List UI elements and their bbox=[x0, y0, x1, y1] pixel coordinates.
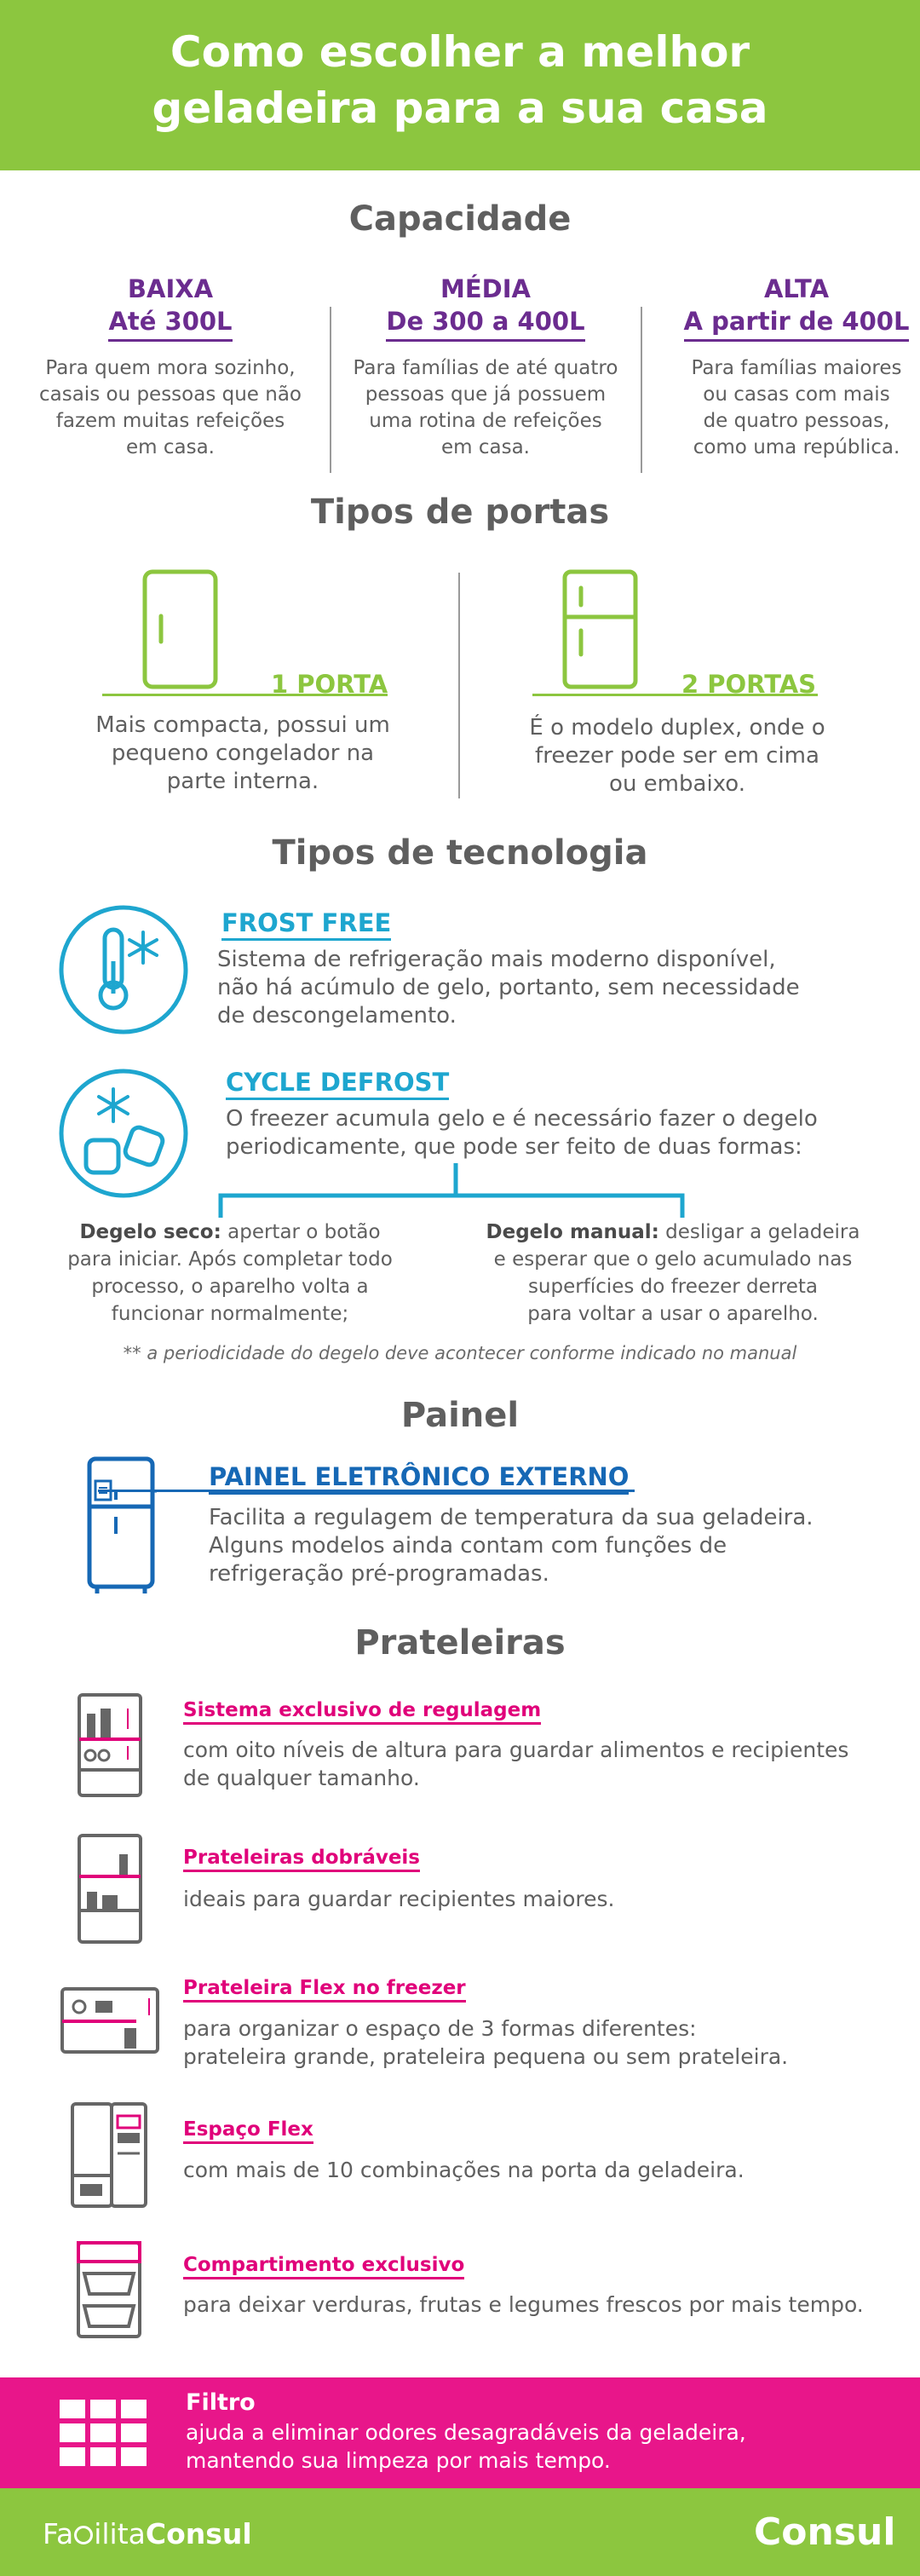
shelf-title-4: Espaço Flex bbox=[183, 2118, 313, 2144]
two-door-fridge-icon bbox=[561, 569, 641, 693]
facilita-consul-logo[interactable]: Fa ilitaConsul bbox=[43, 2517, 252, 2550]
cycle-defrost-description: O freezer acumula gelo e é necessário fazer o degelo periodicamente, que pode ser feito de duas formas: bbox=[226, 1106, 818, 1160]
section-title-capacidade: Capacidade bbox=[348, 199, 572, 239]
page-title: Como escolher a melhor geladeira para a sua casa bbox=[152, 27, 768, 133]
degelo-manual-text: Degelo manual: desligar a geladeira e esperar que o gelo acumulado nas superfícies do freezer derreta para voltar a usar o aparelho. bbox=[486, 1221, 860, 1325]
shelf-description-5: para deixar verduras, frutas e legumes frescos por mais tempo. bbox=[183, 2292, 864, 2317]
one-door-fridge-icon bbox=[141, 569, 221, 693]
capacity-column-media bbox=[345, 273, 626, 461]
capacity-description: Para famílias maiores ou casas com mais de quatro pessoas, como uma república. bbox=[691, 357, 902, 458]
door-description-1: Mais compacta, possui um pequeno congelador na parte interna. bbox=[95, 712, 390, 794]
filter-description: ajuda a eliminar odores desagradáveis da geladeira, mantendo sua limpeza por mais tempo. bbox=[186, 2420, 746, 2473]
consul-logo[interactable]: Consul bbox=[754, 2510, 896, 2554]
capacity-level: BAIXA bbox=[127, 274, 214, 303]
section-title-tecnologia: Tipos de tecnologia bbox=[272, 833, 648, 873]
shelf-adjustable-icon bbox=[75, 1691, 147, 1802]
capacity-range: A partir de 400L bbox=[684, 305, 910, 342]
defrost-bracket bbox=[217, 1155, 686, 1223]
capacity-description: Para quem mora sozinho, casais ou pessoas que não fazem muitas refeições em casa. bbox=[38, 357, 302, 458]
capacity-range: Até 300L bbox=[108, 305, 232, 342]
frost-free-title: FROST FREE bbox=[221, 908, 391, 941]
capacity-level: ALTA bbox=[763, 274, 830, 303]
shelf-description-2: ideais para guardar recipientes maiores. bbox=[183, 1887, 615, 1911]
divider bbox=[330, 307, 331, 473]
footer bbox=[0, 2488, 920, 2576]
capacity-column-alta bbox=[656, 273, 920, 461]
crisper-drawer-icon bbox=[72, 2239, 149, 2342]
shelf-title-5: Compartimento exclusivo bbox=[183, 2254, 464, 2279]
capacity-column-baixa bbox=[30, 273, 311, 461]
capacity-range: De 300 a 400L bbox=[386, 305, 584, 342]
shelf-description-1: com oito níveis de altura para guardar alimentos e recipientes de qualquer tamanho. bbox=[183, 1738, 849, 1790]
section-title-prateleiras: Prateleiras bbox=[354, 1623, 566, 1663]
door-label-2: 2 PORTAS bbox=[681, 670, 817, 699]
section-title-painel: Painel bbox=[400, 1396, 520, 1435]
filter-grid-icon bbox=[60, 2400, 148, 2466]
degelo-seco-text: Degelo seco: apertar o botão para iniciar. Após completar todo processo, o aparelho volta a funcionar normalmente; bbox=[67, 1221, 393, 1325]
panel-fridge-icon bbox=[85, 1455, 158, 1596]
panel-description: Facilita a regulagem de temperatura da sua geladeira. Alguns modelos ainda contam com funções de refrigeração pré-programadas. bbox=[209, 1505, 814, 1587]
shelf-description-4: com mais de 10 combinações na porta da geladeira. bbox=[183, 2158, 745, 2182]
divider bbox=[641, 307, 642, 473]
door-flex-space-icon bbox=[68, 2101, 153, 2211]
header-banner bbox=[0, 0, 920, 170]
shelf-title-3: Prateleira Flex no freezer bbox=[183, 1977, 466, 2003]
shelf-title-2: Prateleiras dobráveis bbox=[183, 1847, 420, 1872]
ice-cubes-snowflake-icon bbox=[55, 1065, 192, 1202]
door-label-1: 1 PORTA bbox=[271, 670, 388, 699]
capacity-level: MÉDIA bbox=[440, 274, 531, 303]
door-description-2: É o modelo duplex, onde o freezer pode ser em cima ou embaixo. bbox=[529, 715, 825, 797]
shelf-description-3: para organizar o espaço de 3 formas diferentes: prateleira grande, prateleira pequena ou sem prateleira. bbox=[183, 2016, 789, 2069]
section-title-portas: Tipos de portas bbox=[310, 493, 610, 532]
shelf-title-1: Sistema exclusivo de regulagem bbox=[183, 1699, 541, 1725]
thermometer-snowflake-icon bbox=[55, 902, 192, 1038]
defrost-note: ** a periodicidade do degelo deve acontecer conforme indicado no manual bbox=[123, 1343, 797, 1363]
capacity-description: Para famílias de até quatro pessoas que já possuem uma rotina de refeições em casa. bbox=[353, 357, 618, 458]
filter-title: Filtro bbox=[186, 2389, 256, 2416]
panel-title: PAINEL ELETRÔNICO EXTERNO bbox=[209, 1462, 629, 1495]
divider bbox=[458, 573, 460, 798]
frost-free-description: Sistema de refrigeração mais moderno disponível, não há acúmulo de gelo, portanto, sem necessidade de descongelamento. bbox=[217, 947, 800, 1029]
shelf-foldable-icon bbox=[75, 1832, 147, 1947]
freezer-flex-shelf-icon bbox=[58, 1985, 164, 2058]
cycle-defrost-title: CYCLE DEFROST bbox=[226, 1068, 449, 1100]
logo-circle-mark bbox=[74, 2526, 93, 2544]
filter-band bbox=[0, 2377, 920, 2488]
